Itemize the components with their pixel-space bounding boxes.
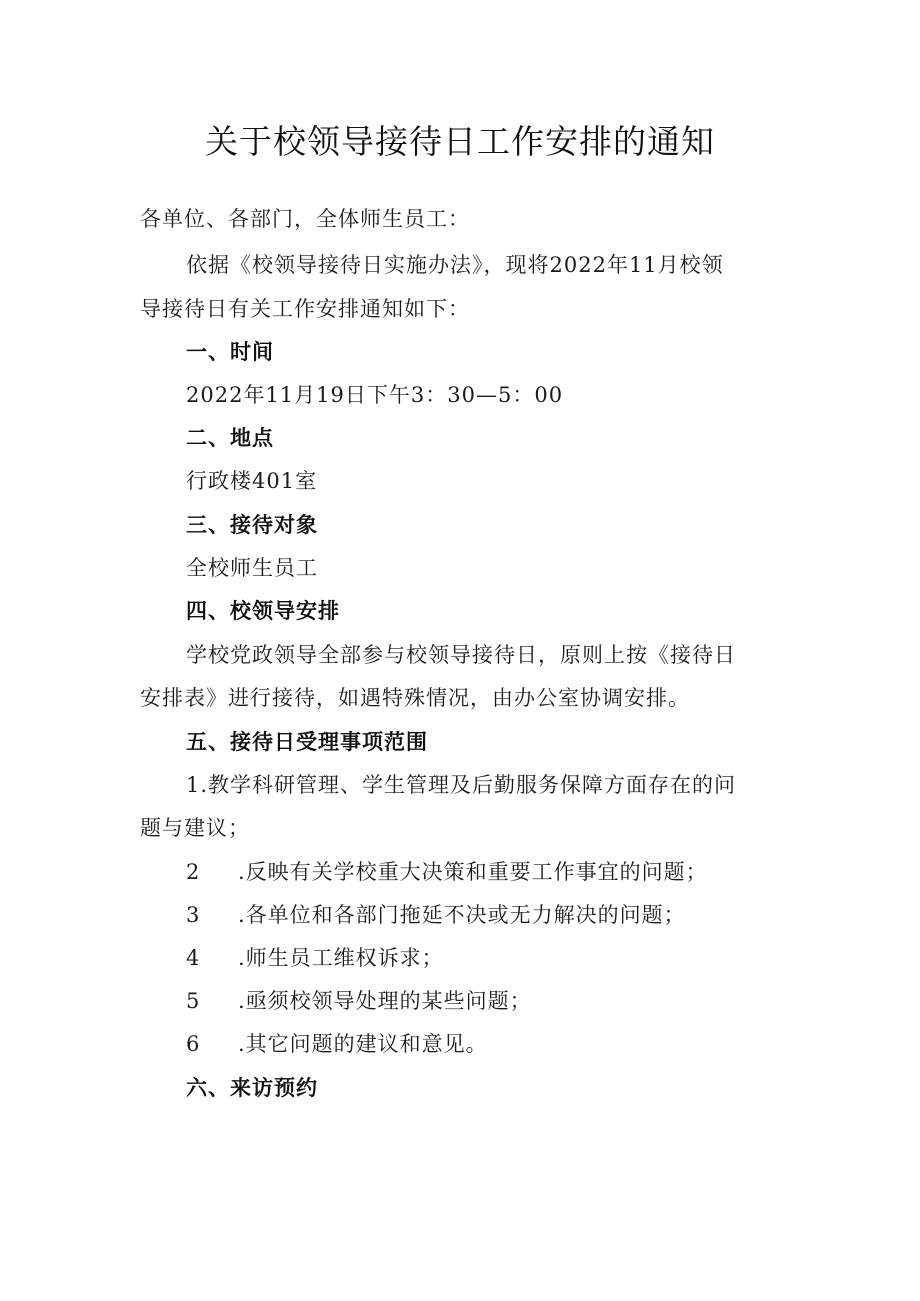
document-title: 关于校领导接待日工作安排的通知 <box>205 122 715 161</box>
scope-item-2 <box>186 857 836 887</box>
section-body-time: 2022年11月19日下午3：30—5：00 <box>186 383 564 407</box>
section-body-audience: 全校师生员工 <box>186 556 318 580</box>
section-heading-location: 二、地点 <box>186 426 274 450</box>
section-heading-scope: 五、接待日受理事项范围 <box>186 730 428 754</box>
item-text: .其它问题的建议和意见。 <box>238 1032 488 1056</box>
item-text: .师生员工维权诉求； <box>238 946 444 970</box>
item-number: 2 <box>186 860 201 884</box>
scope-item-1-line-1: 1.教学科研管理、学生管理及后勤服务保障方面存在的问 <box>186 773 737 797</box>
scope-item-5 <box>186 986 836 1016</box>
section-heading-appointment: 六、来访预约 <box>186 1076 318 1100</box>
section-body-location: 行政楼401室 <box>186 469 318 493</box>
item-number: 6 <box>186 1032 201 1056</box>
salutation: 各单位、各部门，全体师生员工： <box>140 207 470 231</box>
scope-item-6 <box>186 1029 836 1059</box>
item-number: 5 <box>186 989 201 1013</box>
section-heading-leaders: 四、校领导安排 <box>186 599 340 623</box>
section-body-leaders-line-1: 学校党政领导全部参与校领导接待日，原则上按《接待日 <box>186 643 736 667</box>
intro-line-1: 依据《校领导接待日实施办法》，现将2022年11月校领 <box>186 253 724 277</box>
section-heading-audience: 三、接待对象 <box>186 513 318 537</box>
item-text: .亟须校领导处理的某些问题； <box>238 989 532 1013</box>
item-number: 3 <box>186 903 201 927</box>
section-body-leaders-line-2: 安排表》进行接待，如遇特殊情况，由办公室协调安排。 <box>140 686 690 710</box>
item-text: .各单位和各部门拖延不决或无力解决的问题； <box>238 903 686 927</box>
scope-item-1-line-2: 题与建议； <box>140 816 250 840</box>
item-text: .反映有关学校重大决策和重要工作事宜的问题； <box>238 860 708 884</box>
scope-item-3 <box>186 900 836 930</box>
scope-item-4 <box>186 943 836 973</box>
item-number: 4 <box>186 946 201 970</box>
intro-line-2: 导接待日有关工作安排通知如下： <box>140 297 470 321</box>
section-heading-time: 一、时间 <box>186 340 274 364</box>
